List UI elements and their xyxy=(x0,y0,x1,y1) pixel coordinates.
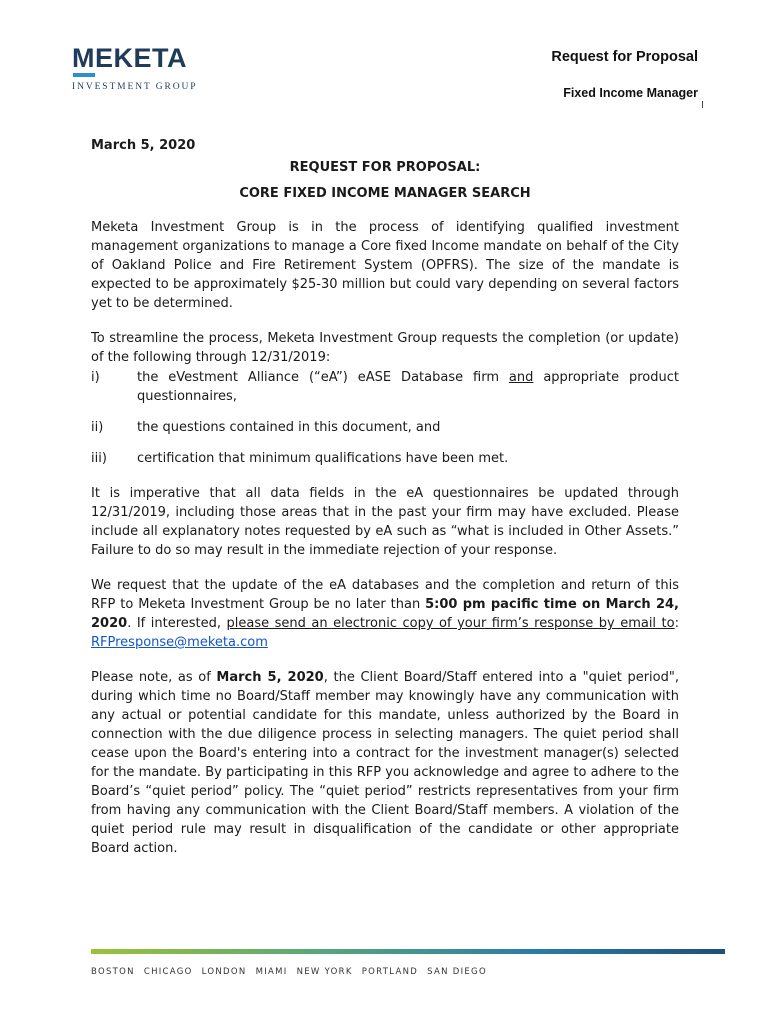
footer-city: MIAMI xyxy=(255,967,288,977)
quiet-period-date: March 5, 2020 xyxy=(216,670,324,685)
header-divider-mark xyxy=(702,101,703,108)
underlined-and: and xyxy=(508,370,534,385)
email-instruction: please send an electronic copy of your firm’s response by email to xyxy=(226,616,675,631)
paragraph-request: To streamline the process, Meketa Investment Group requests the completion (or update) of the following through 12/31/2019: xyxy=(91,331,679,365)
list-number: i) xyxy=(91,370,100,385)
footer-city: NEW YORK xyxy=(296,967,353,977)
requirements-list xyxy=(91,368,679,468)
letter-heading-2: CORE FIXED INCOME MANAGER SEARCH xyxy=(239,186,531,201)
letter-heading-1: REQUEST FOR PROPOSAL: xyxy=(289,160,481,175)
deadline-text: 5:00 pm pacific time on March 24, 2020 xyxy=(91,597,679,631)
logo-subtitle: INVESTMENT GROUP xyxy=(72,82,198,92)
company-logo xyxy=(72,44,198,92)
logo-wordmark: MEKETA xyxy=(72,43,187,73)
list-item: i) the eVestment Alliance (“eA”) eASE Database firm and appropriate product questionnaires, xyxy=(91,370,679,404)
footer-office-cities xyxy=(91,967,492,977)
footer-city: LONDON xyxy=(201,967,247,977)
header-subtitle: Fixed Income Manager xyxy=(563,86,698,100)
logo-accent-bar xyxy=(73,73,95,77)
footer-city: PORTLAND xyxy=(361,967,419,977)
list-item: iii) certification that minimum qualifications have been met. xyxy=(91,451,509,466)
list-number: iii) xyxy=(91,451,107,466)
footer-city: CHICAGO xyxy=(143,967,193,977)
footer-gradient-line xyxy=(91,949,725,954)
paragraph-intro: Meketa Investment Group is in the process of identifying qualified investment management organizations to manage a Core fixed Income mandate on behalf of the City of Oakland Police and Fire Retirement System (OPFRS). The size of the mandate is expected to be approximately $25-30 million but could vary depending on several factors yet to be determined. xyxy=(91,220,679,311)
paragraph-quiet-period: Please note, as of March 5, 2020, the Client Board/Staff entered into a "quiet period", during which time no Board/Staff member may knowingly have any communication with any actual or potential candidate for this mandate, unless authorized by the Board in connection with the due diligence process in selecting managers. The quiet period shall cease upon the Board's entering into a contract for the investment manager(s) selected for the mandate. By participating in this RFP you acknowledge and agree to adhere to the Board’s “quiet period” policy. The “quiet period” restricts representatives from your firm from having any communication with the Client Board/Staff members. A violation of the quiet period rule may result in disqualification of the candidate or other appropriate Board action. xyxy=(91,670,679,856)
footer-city: BOSTON xyxy=(91,967,135,977)
email-link[interactable]: RFPresponse@meketa.com xyxy=(91,635,268,650)
letter-body xyxy=(91,138,679,858)
header-title: Request for Proposal xyxy=(551,49,698,65)
list-number: ii) xyxy=(91,420,104,435)
list-item: ii) the questions contained in this document, and xyxy=(91,420,441,435)
paragraph-imperative: It is imperative that all data fields in the eA questionnaires be updated through 12/31/2019, including those areas that in the past your firm may have excluded. Please include all explanatory notes requested by eA such as “what is included in Other Assets.” Failure to do so may result in the immediate rejection of your response. xyxy=(91,486,679,558)
letter-date: March 5, 2020 xyxy=(91,138,196,153)
footer-city: SAN DIEGO xyxy=(427,967,487,977)
paragraph-deadline: We request that the update of the eA databases and the completion and return of this RFP to Meketa Investment Group be no later than 5:00 pm pacific time on March 24, 2020. If interested, please send an electronic copy of your firm’s response by email to: RFPresponse@meketa.com xyxy=(91,578,679,650)
